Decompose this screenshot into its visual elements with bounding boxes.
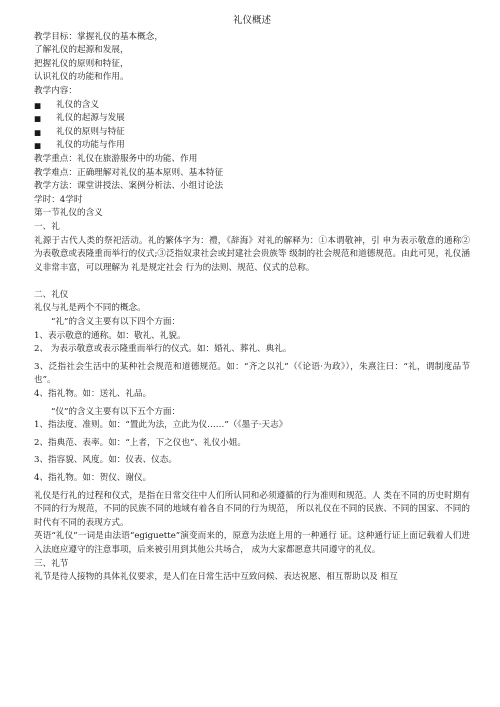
paragraph: 礼仪是行礼的过程和仪式，是指在日常交往中人们所认同和必须遵循的行为准则和规范。人 类在不同的历史时期有不同的行为规范，不同的民族不同的地域有着各自不同的行为规范， 所以礼仪在不同的民族、不同的国家、不同的时代有不同的表现方式。: [34, 490, 470, 528]
square-bullet-icon: ■: [34, 127, 42, 137]
paragraph: 英语“礼仪”一词是由法语“egiguette”演变而来的，原意为法庭上用的一种通行 证。这种通行证上面记载着人们进入法庭应遵守的注意事项，后来被引用到其他公共场合， 成为大家都愿意共同遵守的礼仪。: [34, 531, 470, 555]
list-item: 4、指礼物。如：送礼、礼品。: [34, 389, 152, 400]
square-bullet-icon: ■: [34, 141, 42, 151]
objective-item: 认识礼仪的功能和作用。: [34, 72, 129, 83]
class-hours: 学时：4学时: [34, 194, 83, 205]
key-point: 教学重点：礼仪在旅游服务中的功能、作用: [34, 153, 198, 164]
list-item: 2、指典范、表率。如：“上者，下之仪也”、礼仪小姐。: [34, 437, 246, 448]
subsection-heading: 一、礼: [34, 221, 60, 232]
bullet-label: 礼仪的原则与特征: [56, 126, 125, 137]
subsection-heading: 三、礼节: [34, 558, 69, 569]
document-title: 礼仪概述: [232, 15, 271, 26]
objective-item: 了解礼仪的起源和发展，: [34, 45, 129, 56]
list-heading: “礼”的含义主要有以下四个方面：: [51, 317, 181, 328]
bullet-label: 礼仪的起源与发展: [56, 113, 125, 124]
bullet-label: 礼仪的功能与作用: [56, 140, 125, 151]
list-heading: “仪”的含义主要有以下五个方面：: [51, 406, 181, 417]
list-item: 2、 为表示敬意或表示隆重而举行的仪式。如：婚礼、葬礼、典礼。: [34, 344, 292, 355]
square-bullet-icon: ■: [34, 114, 42, 124]
section-heading: 第一节礼仪的含义: [34, 208, 103, 219]
content-bullet-item: [34, 139, 470, 153]
list-item: 1、指法度、准则。如：“置此为法，立此为仪……”（《墨子·天志》: [34, 420, 288, 431]
list-item: 3、泛指社会生活中的某种社会规范和道德规范。如：“齐之以礼”（《论语·为政》），朱熹注曰：“礼，谓制度品节也”。: [34, 361, 470, 386]
objectives-heading: 教学目标：掌握礼仪的基本概念，: [34, 31, 163, 42]
objective-item: 把握礼仪的原则和特征，: [34, 58, 129, 69]
difficulty: 教学难点：正确理解对礼仪的基本原则、基本特征: [34, 167, 224, 178]
content-bullet-item: [34, 99, 470, 113]
paragraph: 礼节是待人接物的具体礼仪要求，是人们在日常生活中互致问候、表达祝愿、相互帮助以及 相互: [34, 572, 398, 583]
list-item: 1、表示敬意的通称。如：敬礼、礼貌。: [34, 330, 186, 341]
teaching-method: 教学方法：课堂讲授法、案例分析法、小组讨论法: [34, 181, 224, 192]
spacer: [34, 275, 470, 289]
paragraph: 礼源于古代人类的祭祀活动。礼的繁体字为：禮，《辞海》对礼的解释为：①本谓敬神，引 申为表示敬意的通称②为表敬意或表隆重而举行的仪式;③泛指奴隶社会或封建社会贵族等 级制的社会规范和道德规范。由此可见，礼仪涵义非常丰富，可以理解为 礼是规定社会 行为的法则、规范、仪式的总称。: [34, 235, 470, 273]
list-item: 4、指礼物。如：贺仪、谢仪。: [34, 473, 152, 483]
subsection-heading: 二、礼仪: [34, 289, 69, 300]
square-bullet-icon: ■: [34, 100, 42, 110]
bullet-label: 礼仪的含义: [56, 99, 99, 110]
content-bullet-item: [34, 112, 470, 126]
content-bullet-item: [34, 126, 470, 140]
list-item: 3、指容貌、风度。如：仪表、仪态。: [34, 455, 177, 466]
paragraph: 礼仪与礼是两个不同的概念。: [34, 303, 146, 314]
content-heading: 教学内容：: [34, 85, 77, 96]
